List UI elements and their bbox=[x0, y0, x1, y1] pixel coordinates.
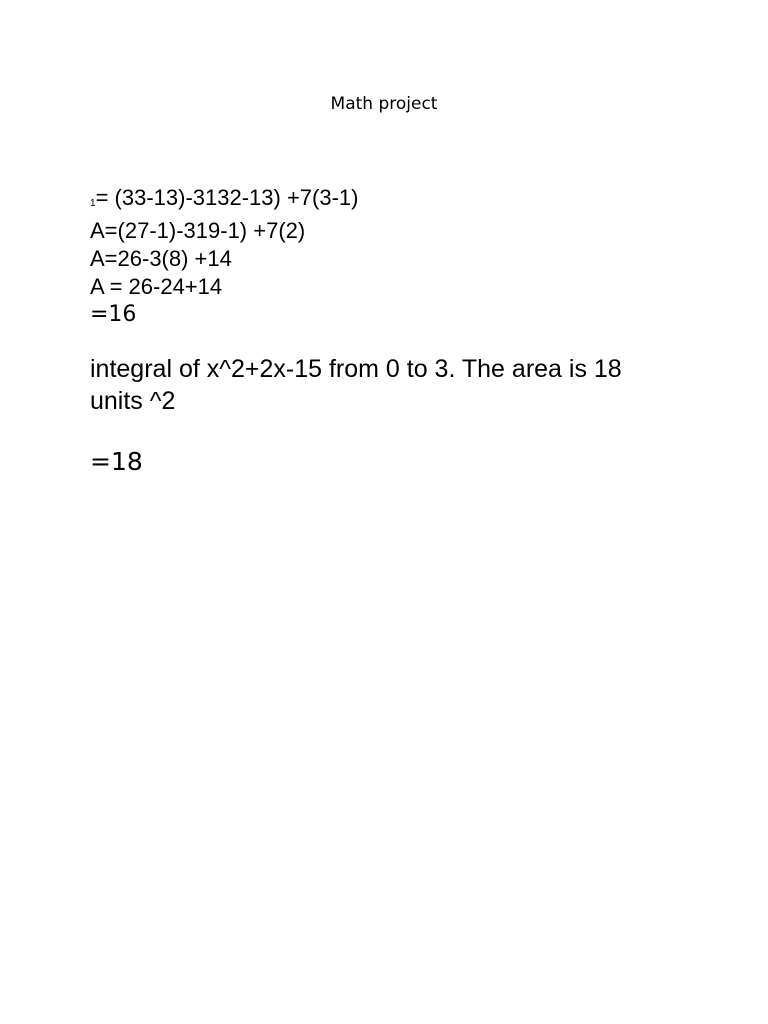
calculation-result: =16 bbox=[90, 302, 137, 327]
calculation-line: A=26-3(8) +14 bbox=[90, 246, 232, 271]
integral-paragraph: integral of x^2+2x-15 from 0 to 3. The area is 18 units ^2 bbox=[90, 355, 622, 415]
footnote-marker: 1 bbox=[90, 198, 96, 209]
document-title: Math project bbox=[330, 94, 438, 114]
final-result: =18 bbox=[90, 447, 143, 476]
calculation-line: A = 26-24+14 bbox=[90, 274, 223, 299]
calculation-block bbox=[90, 184, 358, 329]
calculation-line: A=(27-1)-319-1) +7(2) bbox=[90, 218, 306, 243]
calculation-line-text: = (33-13)-3132-13) +7(3-1) bbox=[95, 185, 359, 210]
calculation-line bbox=[90, 184, 358, 217]
